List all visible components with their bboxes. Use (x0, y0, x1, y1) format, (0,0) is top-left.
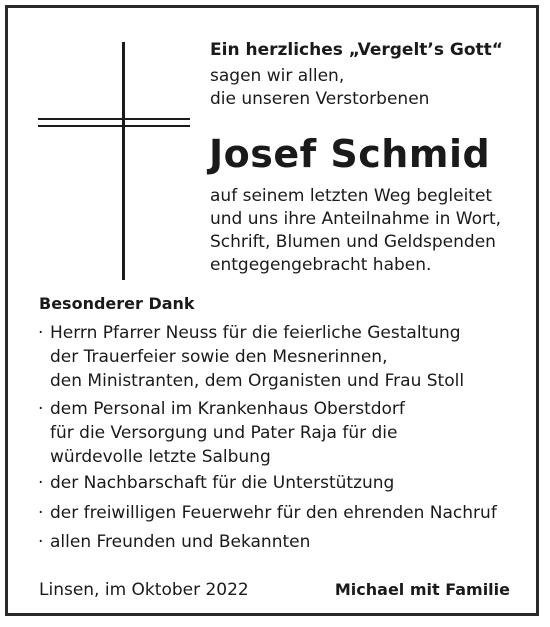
outro-line-2: und uns ihre Anteilnahme in Wort, (210, 209, 502, 229)
thanks-item-2 (38, 397, 405, 469)
deceased-name: Josef Schmid (209, 132, 491, 176)
outro-line-4: entgegengebracht haben. (210, 255, 432, 275)
signature: Michael mit Familie (334, 580, 510, 599)
thanks-item-2-line-1: dem Personal im Krankenhaus Oberstdorf (50, 399, 405, 419)
thanks-item-1-line-3: den Ministranten, dem Organisten und Frau Stoll (50, 371, 465, 391)
bullet: · (38, 399, 44, 419)
outro-line-3: Schrift, Blumen und Geldspenden (210, 232, 496, 252)
thanks-item-5 (38, 530, 310, 554)
thanks-item-5-line-1: allen Freunden und Bekannten (50, 532, 311, 552)
outro-line-1: auf seinem letzten Weg begleitet (210, 186, 493, 206)
intro-line-2: die unseren Verstorbenen (210, 89, 430, 109)
thanks-item-1-line-1: Herrn Pfarrer Neuss für die feierliche Gestaltung (50, 323, 461, 343)
thanks-item-1-line-2: der Trauerfeier sowie den Mesnerinnen, (50, 347, 388, 367)
bullet: · (38, 473, 44, 493)
intro-line-1: sagen wir allen, (210, 66, 345, 86)
thanks-item-4 (38, 501, 497, 525)
thanks-item-3 (38, 471, 394, 495)
heading: Ein herzliches „Vergelt’s Gott“ (210, 40, 503, 60)
thanks-item-3-line-1: der Nachbarschaft für die Unterstützung (50, 473, 395, 493)
bullet: · (38, 503, 44, 523)
place-date: Linsen, im Oktober 2022 (39, 580, 249, 600)
obituary-thanks-notice (5, 5, 539, 616)
thanks-item-2-line-2: für die Versorgung und Pater Raja für die (50, 423, 398, 443)
bullet: · (38, 532, 44, 552)
special-thanks-title: Besonderer Dank (39, 294, 195, 313)
cross-horizontal-bar-bottom (38, 125, 190, 127)
bullet: · (38, 323, 44, 343)
cross-vertical-bar (122, 42, 125, 280)
thanks-item-4-line-1: der freiwilligen Feuerwehr für den ehrenden Nachruf (50, 503, 497, 523)
thanks-item-2-line-3: würdevolle letzte Salbung (50, 447, 271, 467)
thanks-item-1 (38, 321, 464, 393)
cross-horizontal-bar-top (38, 118, 190, 120)
